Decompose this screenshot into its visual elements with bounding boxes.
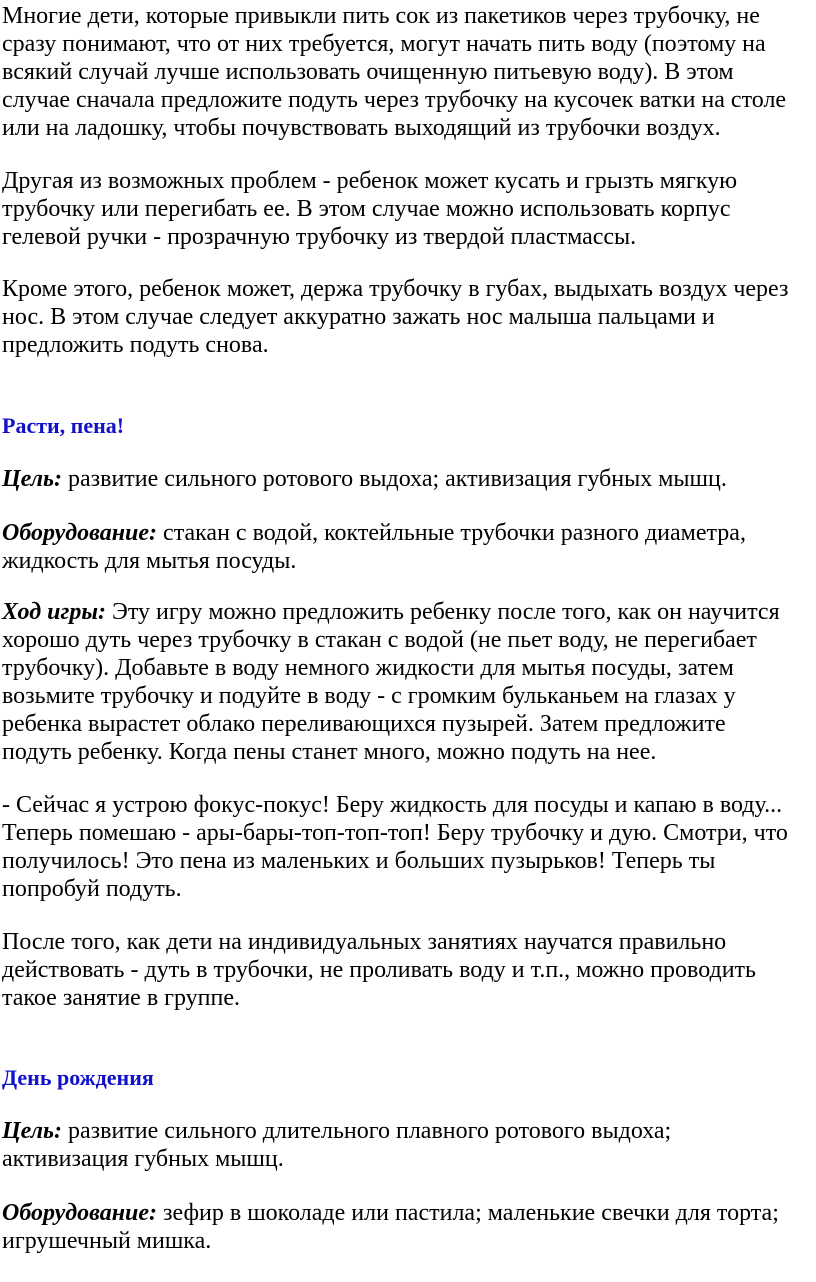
text-line: Кроме этого, ребенок может, держа трубочку в губах, выдыхать воздух через <box>2 276 789 302</box>
equipment-label: Оборудование: <box>2 1200 158 1226</box>
paragraph-straw-intro <box>2 2 814 142</box>
game1-speech <box>2 791 814 903</box>
text-line: или на ладошку, чтобы почувствовать выходящий из трубочки воздух. <box>2 115 721 141</box>
text-line: гелевой ручки - прозрачную трубочку из твердой пластмассы. <box>2 224 637 250</box>
text-line: хорошо дуть через трубочку в стакан с водой (не пьет воду, не перегибает <box>2 627 757 653</box>
text-line: попробуй подуть. <box>2 876 182 902</box>
goal-label: Цель: <box>2 1118 62 1144</box>
text-line: нос. В этом случае следует аккуратно зажать нос малыша пальцами и <box>2 304 715 330</box>
text-line: трубочку или перегибать ее. В этом случае можно использовать корпус <box>2 196 731 222</box>
process-text: Эту игру можно предложить ребенку после того, как он научится <box>111 599 780 625</box>
text-line: Многие дети, которые привыкли пить сок из пакетиков через трубочку, не <box>2 3 760 29</box>
goal-text: развитие сильного ротового выдоха; активизация губных мышц. <box>68 466 727 492</box>
text-line <box>2 465 814 493</box>
game1-equipment <box>2 519 814 575</box>
game1-section <box>2 412 814 440</box>
game2-goal <box>2 1117 814 1173</box>
text-line: сразу понимают, что от них требуется, могут начать пить воду (поэтому на <box>2 31 766 57</box>
game2-section <box>2 1064 814 1092</box>
game2-title: День рождения <box>2 1065 154 1090</box>
process-label: Ход игры: <box>2 599 106 625</box>
text-line: активизация губных мышц. <box>2 1146 284 1172</box>
paragraph-nose-exhale <box>2 275 814 359</box>
text-line: подуть ребенку. Когда пены станет много, можно подуть на нее. <box>2 739 657 765</box>
text-line: После того, как дети на индивидуальных занятиях научатся правильно <box>2 929 727 955</box>
text-line: действовать - дуть в трубочки, не проливать воду и т.п., можно проводить <box>2 957 756 983</box>
equipment-label: Оборудование: <box>2 520 158 546</box>
text-line: предложить подуть снова. <box>2 332 269 358</box>
text-line: всякий случай лучше использовать очищенную питьевую воду). В этом <box>2 59 734 85</box>
paragraph-biting-problem <box>2 167 814 251</box>
text-line: - Сейчас я устрою фокус-покус! Беру жидкость для посуды и капаю в воду... <box>2 792 783 818</box>
text-line: возьмите трубочку и подуйте в воду - с громким бульканьем на глазах у <box>2 683 736 709</box>
text-line: Теперь помешаю - ары-бары-топ-топ-топ! Беру трубочку и дую. Смотри, что <box>2 820 788 846</box>
text-line: Другая из возможных проблем - ребенок может кусать и грызть мягкую <box>2 168 738 194</box>
text-line <box>2 1199 814 1227</box>
text-line: игрушечный мишка. <box>2 1228 212 1254</box>
text-line: такое занятие в группе. <box>2 985 241 1011</box>
text-line: ребенка вырастет облако переливающихся пузырей. Затем предложите <box>2 711 726 737</box>
game2-equipment <box>2 1199 814 1255</box>
game1-title: Расти, пена! <box>2 413 125 438</box>
game1-process <box>2 598 814 766</box>
game1-after <box>2 928 814 1012</box>
equipment-text: зефир в шоколаде или пастила; маленькие свечки для торта; <box>163 1200 779 1226</box>
goal-label: Цель: <box>2 466 62 492</box>
text-line: трубочку). Добавьте в воду немного жидкости для мытья посуды, затем <box>2 655 734 681</box>
goal-text: развитие сильного длительного плавного ротового выдоха; <box>68 1118 672 1144</box>
text-line: получилось! Это пена из маленьких и больших пузырьков! Теперь ты <box>2 848 716 874</box>
equipment-text: стакан с водой, коктейльные трубочки разного диаметра, <box>163 520 746 546</box>
text-line <box>2 519 814 547</box>
text-line: жидкость для мытья посуды. <box>2 548 297 574</box>
text-line: случае сначала предложите подуть через трубочку на кусочек ватки на столе <box>2 87 787 113</box>
game1-goal <box>2 465 814 493</box>
text-line <box>2 1117 814 1145</box>
text-line <box>2 598 814 626</box>
